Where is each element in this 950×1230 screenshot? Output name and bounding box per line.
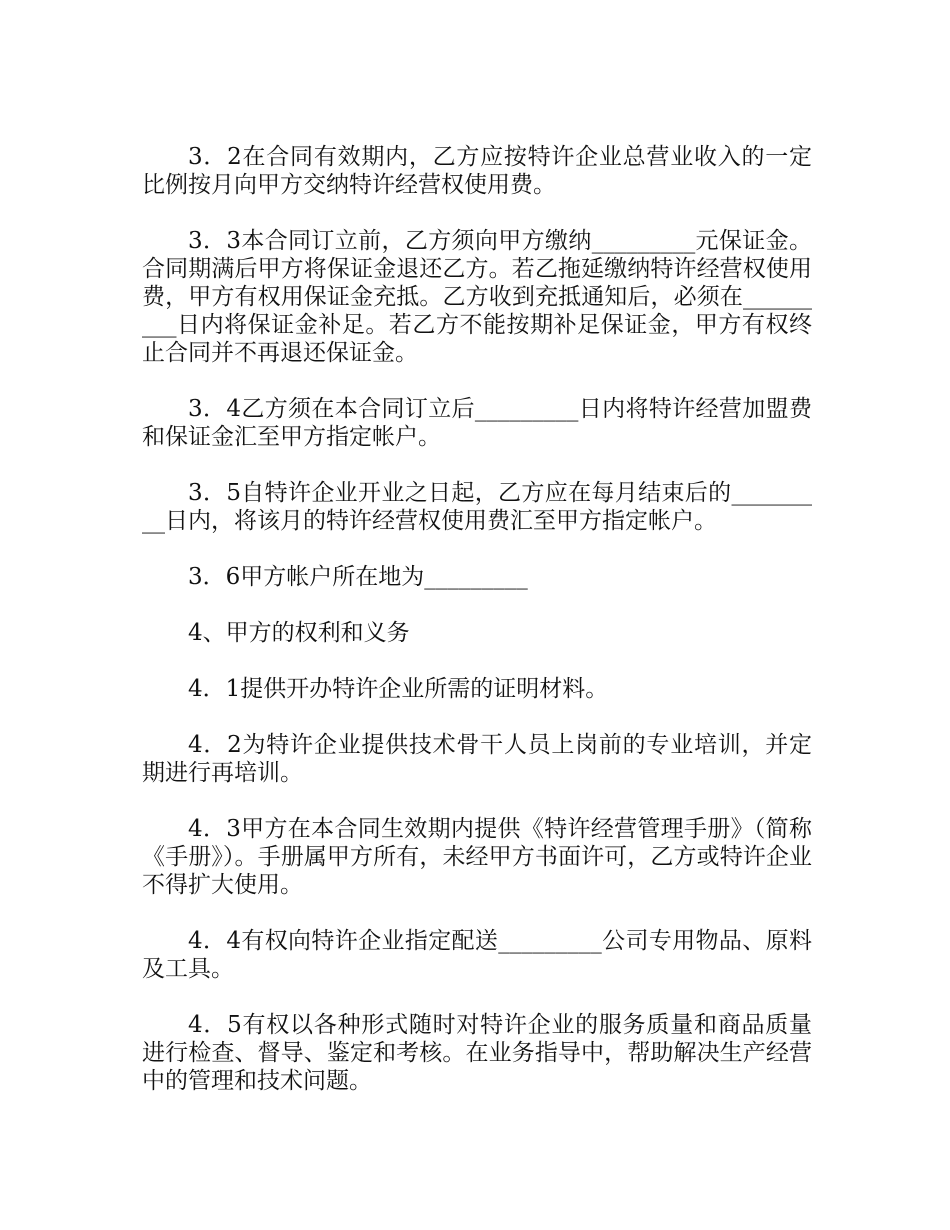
clause-3-3: 3．3本合同订立前，乙方须向甲方缴纳_________元保证金。合同期满后甲方将保证金退还乙方。若乙拖延缴纳特许经营权使用费，甲方有权用保证金充抵。乙方收到充抵通知后，必须在_________日内将保证金补足。若乙方不能按期补足保证金，甲方有权终止合同并不再退还保证金。 xyxy=(142,228,812,366)
section-4-heading: 4、甲方的权利和义务 xyxy=(188,620,410,646)
clause-4-2: 4．2为特许企业提供技术骨干人员上岗前的专业培训，并定期进行再培训。 xyxy=(142,732,812,786)
clause-4-1: 4．1提供开办特许企业所需的证明材料。 xyxy=(188,676,609,702)
clause-3-5: 3．5自特许企业开业之日起，乙方应在每月结束后的_________日内，将该月的特许经营权使用费汇至甲方指定帐户。 xyxy=(142,480,812,534)
clause-3-6: 3．6甲方帐户所在地为_________ xyxy=(188,564,528,590)
document-body xyxy=(142,143,812,1123)
clause-4-5: 4．5有权以各种形式随时对特许企业的服务质量和商品质量进行检查、督导、鉴定和考核。在业务指导中，帮助解决生产经营中的管理和技术问题。 xyxy=(142,1012,812,1094)
clause-3-4: 3．4乙方须在本合同订立后_________日内将特许经营加盟费和保证金汇至甲方指定帐户。 xyxy=(142,396,812,450)
clause-4-4: 4．4有权向特许企业指定配送_________公司专用物品、原料及工具。 xyxy=(142,928,812,982)
clause-3-2: 3．2在合同有效期内，乙方应按特许企业总营业收入的一定比例按月向甲方交纳特许经营权使用费。 xyxy=(142,144,812,198)
clause-4-3: 4．3甲方在本合同生效期内提供《特许经营管理手册》（简称《手册》）。手册属甲方所有，未经甲方书面许可，乙方或特许企业不得扩大使用。 xyxy=(142,816,812,898)
